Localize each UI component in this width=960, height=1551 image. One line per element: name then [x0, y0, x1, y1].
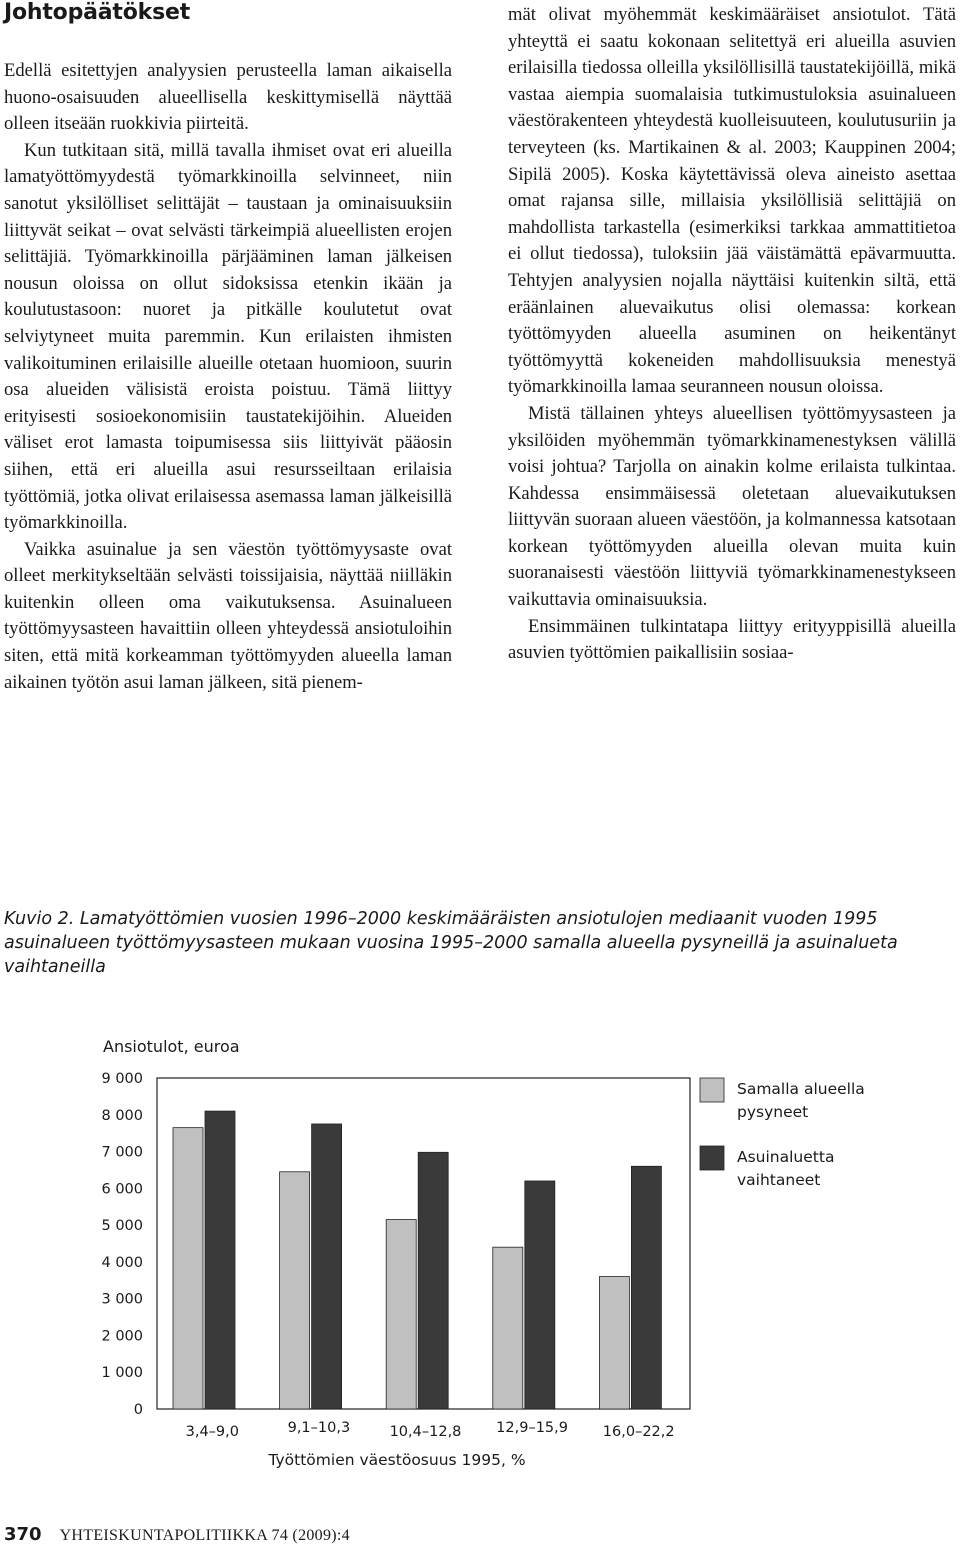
paragraph: Mistä tällainen yhteys alueellisen työttömyysasteen ja yksilöiden myöhemmän työmarkkinamenestyksen välillä voisi johtua? Tarjolla on ainakin kolme erilaista tulkintaa. Kahdessa ensimmäisessä oletetaan aluevaikutuksen liittyvän suoraan alueen väestöön, ja kolmannessa katsotaan korkean työttömyyden alueilla olevan muita kuin suoranaisesti väestöön liittyviä työmarkkinamenestykseen vaikuttavia ominaisuuksia. [508, 402, 956, 611]
x-tick-label: 9,1–10,3 [287, 1420, 351, 1436]
bar [599, 1277, 629, 1409]
bar [418, 1152, 448, 1409]
legend-label: pysyneet [737, 1103, 809, 1121]
bar [205, 1111, 235, 1409]
page-number: 370 [4, 1524, 42, 1545]
journal-name: YHTEISKUNTAPOLITIIKKA 74 (2009):4 [59, 1527, 350, 1544]
y-tick-label: 8 000 [101, 1107, 143, 1124]
legend-label: Asuinaluetta [737, 1148, 835, 1166]
y-tick-label: 2 000 [101, 1328, 143, 1345]
bar [312, 1124, 342, 1409]
left-column [4, 58, 452, 696]
y-tick-label: 9 000 [101, 1071, 143, 1087]
paragraph: mät olivat myöhemmät keskimääräiset ansiotulot. Tätä yhteyttä ei saatu kokonaan selitettyä eri alueilla asuvien erilaisilla tiedossa olleilla yksilöllisillä taustatekijöillä, mikä vastaa aiempia suomalaisia tutkimustuloksia asuinalueen väestörakenteen yhteydestä kuolleisuuteen, koulutusuriin ja terveyteen (ks. Martikainen & al. 2003; Kauppinen 2004; Sipilä 2005). Koska käytettävissä oleva aineisto asettaa omat rajansa sille, millaisia yksilöllisiä selittäjiä on mahdollista tarkastella (esimerkiksi tarkkaa ammattitietoa ei ollut tiedossa), tuloksiin jää väistämättä epävarmuutta. Tehtyjen analyysien nojalla näyttäisi kuitenkin siltä, että eräänlainen aluevaikutus olisi olemassa: korkean työttömyyden alueella asuminen on heikentänyt työttömyyttä kokeneiden mahdollisuuksia menestyä työmarkkinoilla lamaa seuranneen nousun oloissa. [508, 4, 956, 398]
legend-swatch [700, 1146, 724, 1170]
bar [525, 1181, 555, 1409]
figure-caption: Kuvio 2. Lamatyöttömien vuosien 1996–2000 keskimääräisten ansiotulojen mediaanit vuoden 1995 asuinalueen työttömyysasteen mukaan vuosina 1995–2000 samalla alueella pysyneillä ja asuinalueta vaihtaneilla [4, 909, 898, 977]
x-tick-label: 3,4–9,0 [185, 1424, 239, 1440]
right-column [508, 2, 956, 667]
bar [631, 1166, 661, 1409]
y-tick-label: 3 000 [101, 1291, 143, 1308]
paragraph: Vaikka asuinalue ja sen väestön työttömyysaste ovat olleet merkitykseltään selvästi toissijaisia, näyttää niilläkin kuitenkin olleen oma vaikutuksensa. Asuinalueen työttömyysasteen havaittiin olleen yhteydessä ansiotuloihin siten, että mitä korkeamman työttömyyden alueella laman aikainen työtön asui laman jälkeen, sitä pienem- [4, 538, 452, 693]
bar [493, 1247, 523, 1409]
y-tick-label: 6 000 [101, 1181, 143, 1198]
x-tick-label: 16,0–22,2 [602, 1424, 675, 1440]
y-tick-label: 7 000 [101, 1144, 143, 1161]
x-tick-label: 12,9–15,9 [496, 1420, 569, 1436]
x-axis-label: Työttömien väestöosuus 1995, % [268, 1451, 526, 1469]
y-tick-label: 5 000 [101, 1218, 143, 1235]
bar-chart [0, 1020, 960, 1490]
bar [386, 1220, 416, 1409]
paragraph: Kun tutkitaan sitä, millä tavalla ihmiset ovat eri alueilla lamatyöttömyydestä työmarkkinoilla selvinneet, niin sanotut yksilölliset selittäjät – taustaan ja ominaisuuksiin liittyvät seikat – ovat selvästi tärkeimpiä alueellisten erojen selittäjiä. Työmarkkinoilla pärjääminen laman jälkeisen nousun oloissa on ollut sidoksissa etenkin ikään ja koulutustasoon: nuoret ja pitkälle koulutetut ovat selviytyneet muita paremmin. Kun erilaisten ihmisten valikoituminen erilaisille alueille otetaan huomioon, suurin osa alueiden välisistä eroista poistuu. Tämä liittyy erityisesti sosioekonomisiin taustatekijöihin. Alueiden väliset erot lamasta toipumisessa siis liittyivät pääosin siihen, että eri alueilla asui resursseiltaan erilaisia työttömiä, jotka olivat erilaisessa asemassa laman jälkeisillä työmarkkinoilla. [4, 139, 452, 534]
legend-swatch [700, 1078, 724, 1102]
bar [280, 1172, 310, 1409]
section-heading: Johtopäätökset [4, 0, 191, 25]
legend-label: Samalla alueella [737, 1080, 865, 1098]
page-footer [4, 1524, 350, 1545]
legend-label: vaihtaneet [737, 1171, 821, 1189]
paragraph: Ensimmäinen tulkintatapa liittyy erityyppisillä alueilla asuvien työttömien paikallisiin sosiaa- [508, 615, 956, 664]
bar [173, 1128, 203, 1409]
paragraph: Edellä esitettyjen analyysien perusteella laman aikaisella huono-osaisuuden alueellisella keskittymisellä näyttää olleen itseään ruokkivia piirteitä. [4, 60, 452, 135]
y-tick-label: 1 000 [101, 1365, 143, 1382]
y-tick-label: 4 000 [101, 1254, 143, 1271]
y-tick-label: 0 [133, 1402, 143, 1418]
x-tick-label: 10,4–12,8 [389, 1424, 462, 1440]
y-axis-label: Ansiotulot, euroa [103, 1037, 240, 1056]
